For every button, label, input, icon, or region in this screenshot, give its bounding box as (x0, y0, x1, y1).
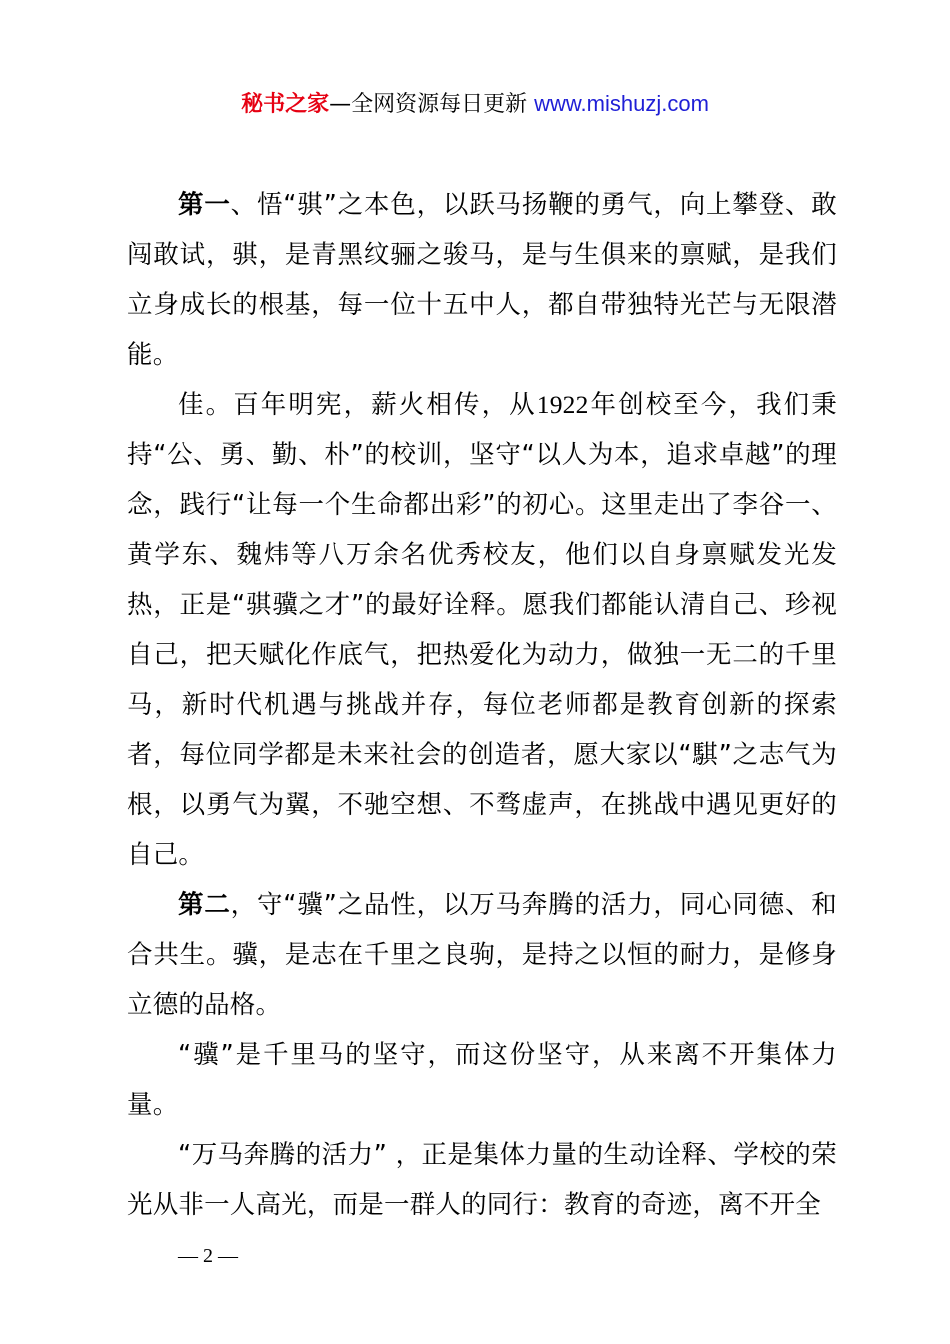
paragraph-2 (127, 380, 837, 880)
founding-year: 1922 (536, 390, 589, 419)
paragraph-1 (127, 180, 837, 380)
paragraph-5: “万马奔腾的活力” ，正是集体力量的生动诠释、学校的荣光从非一人高光，而是一群人的同行：教育的奇迹，离不开全 (127, 1140, 837, 1220)
document-header (0, 86, 950, 123)
paragraph-3 (127, 880, 837, 1030)
site-url-link[interactable]: www.mishuzj.com (534, 91, 709, 116)
paragraph-3-body: ，守“骥”之品性，以万马奔腾的活力，同心同德、和合共生。骥，是志在千里之良驹，是持之以恒的耐力，是修身立德的品格。 (127, 890, 837, 1020)
paragraph-1-body: 、悟“骐”之本色，以跃马扬鞭的勇气，向上攀登、敢闯敢试，骐，是青黑纹骊之骏马，是与生俱来的禀赋，是我们立身成长的根基，每一位十五中人，都自带独特光芒与无限潜能。 (127, 190, 837, 370)
paragraph-3-lead: 第二 (178, 890, 231, 920)
document-body (127, 180, 837, 1230)
paragraph-2-part-a: 佳。百年明宪，薪火相传，从 (178, 390, 537, 420)
site-tagline: —全网资源每日更新 (329, 92, 528, 117)
page-number: — 2 — (178, 1245, 238, 1267)
paragraph-4: “骥”是千里马的坚守，而这份坚守，从来离不开集体力量。 (127, 1040, 837, 1120)
paragraph-1-lead: 第一 (178, 190, 231, 220)
site-name: 秘书之家 (241, 92, 330, 117)
paragraph-2-part-b: 年创校至今，我们秉持“公、勇、勤、朴”的校训，坚守“以人为本，追求卓越”的理念，践行“让每一个生命都出彩”的初心。这里走出了李谷一、黄学东、魏炜等八万余名优秀校友，他们以自身禀赋发光发热，正是“骐骥之才”的最好诠释。愿我们都能认清自己、珍视自己，把天赋化作底气，把热爱化为动力，做独一无二的千里马，新时代机遇与挑战并存，每位老师都是教育创新的探索者，每位同学都是未来社会的创造者，愿大家以“騏”之志气为根，以勇气为翼，不驰空想、不骛虚声，在挑战中遇见更好的自己。 (127, 390, 837, 870)
